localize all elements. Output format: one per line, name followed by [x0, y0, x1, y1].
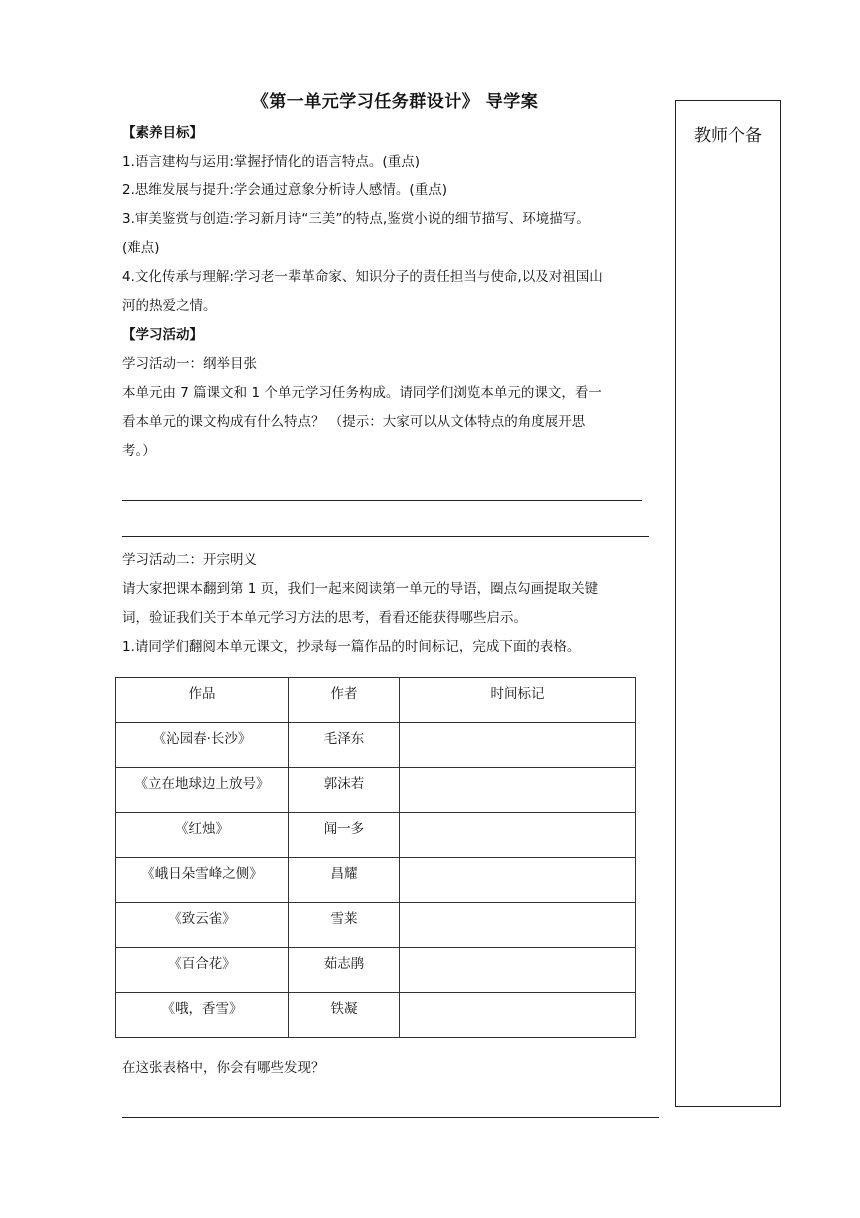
- table-row: [116, 948, 636, 993]
- work-cell: 《峨日朵雪峰之侧》: [116, 858, 289, 903]
- page-title: 《第一单元学习任务群设计》 导学案: [251, 92, 539, 112]
- goal-1: 1.语言建构与运用:掌握抒情化的语言特点。(重点): [122, 154, 420, 170]
- activity-1-text-1: 本单元由 7 篇课文和 1 个单元学习任务构成。请同学们浏览本单元的课文，看一: [122, 385, 602, 401]
- table-row: [116, 723, 636, 768]
- table-header-cell: 作者: [289, 678, 400, 723]
- work-cell: 《百合花》: [116, 948, 289, 993]
- section-heading-goals: 【素养目标】: [122, 125, 203, 141]
- activity-1-text-3: 考。）: [122, 443, 156, 459]
- answer-line-3: [122, 1117, 659, 1118]
- table-row: [116, 813, 636, 858]
- table-row: [116, 993, 636, 1038]
- author-cell: 郭沫若: [289, 768, 400, 813]
- goal-4-cont: 河的热爱之情。: [122, 298, 217, 314]
- work-cell: 《哦，香雪》: [116, 993, 289, 1038]
- goal-4: 4.文化传承与理解:学习老一辈革命家、知识分子的责任担当与使命,以及对祖国山: [122, 269, 603, 285]
- time-mark-cell[interactable]: [400, 993, 636, 1038]
- table-row: [116, 858, 636, 903]
- work-cell: 《立在地球边上放号》: [116, 768, 289, 813]
- teacher-notes-column: [675, 100, 781, 1107]
- time-mark-cell[interactable]: [400, 858, 636, 903]
- author-cell: 闻一多: [289, 813, 400, 858]
- time-mark-cell[interactable]: [400, 723, 636, 768]
- activity-1-title: 学习活动一：纲举目张: [122, 356, 257, 372]
- goal-2: 2.思维发展与提升:学会通过意象分析诗人感情。(重点): [122, 182, 447, 198]
- author-cell: 雪莱: [289, 903, 400, 948]
- author-cell: 昌耀: [289, 858, 400, 903]
- table-row: [116, 903, 636, 948]
- time-mark-cell[interactable]: [400, 948, 636, 993]
- table-header-cell: 时间标记: [400, 678, 636, 723]
- answer-line-2: [122, 536, 649, 537]
- time-mark-cell[interactable]: [400, 768, 636, 813]
- table-header-cell: 作品: [116, 678, 289, 723]
- table-row: [116, 768, 636, 813]
- activity-2-task-1: 1.请同学们翻阅本单元课文，抄录每一篇作品的时间标记，完成下面的表格。: [122, 639, 581, 655]
- time-mark-cell[interactable]: [400, 813, 636, 858]
- table-header-row: [116, 678, 636, 723]
- activity-2-text-1: 请大家把课本翻到第 1 页，我们一起来阅读第一单元的导语，圈点勾画提取关键: [122, 581, 599, 597]
- goal-3: 3.审美鉴赏与创造:学习新月诗“三美”的特点,鉴赏小说的细节描写、环境描写。: [122, 211, 590, 227]
- teacher-notes-title: 教师个备: [694, 126, 762, 146]
- answer-line-1: [122, 500, 642, 501]
- author-cell: 铁凝: [289, 993, 400, 1038]
- time-mark-cell[interactable]: [400, 903, 636, 948]
- activity-2-text-2: 词，验证我们关于本单元学习方法的思考，看看还能获得哪些启示。: [122, 610, 527, 626]
- work-cell: 《致云雀》: [116, 903, 289, 948]
- author-cell: 毛泽东: [289, 723, 400, 768]
- discovery-question: 在这张表格中，你会有哪些发现？: [122, 1060, 325, 1076]
- goal-3-cont: (难点): [122, 240, 160, 256]
- activity-2-title: 学习活动二：开宗明义: [122, 552, 257, 568]
- section-heading-activities: 【学习活动】: [122, 327, 203, 343]
- time-mark-table: [115, 677, 636, 1038]
- activity-1-text-2: 看本单元的课文构成有什么特点？ （提示：大家可以从文体特点的角度展开思: [122, 414, 586, 430]
- work-cell: 《红烛》: [116, 813, 289, 858]
- work-cell: 《沁园春·长沙》: [116, 723, 289, 768]
- author-cell: 茹志鹃: [289, 948, 400, 993]
